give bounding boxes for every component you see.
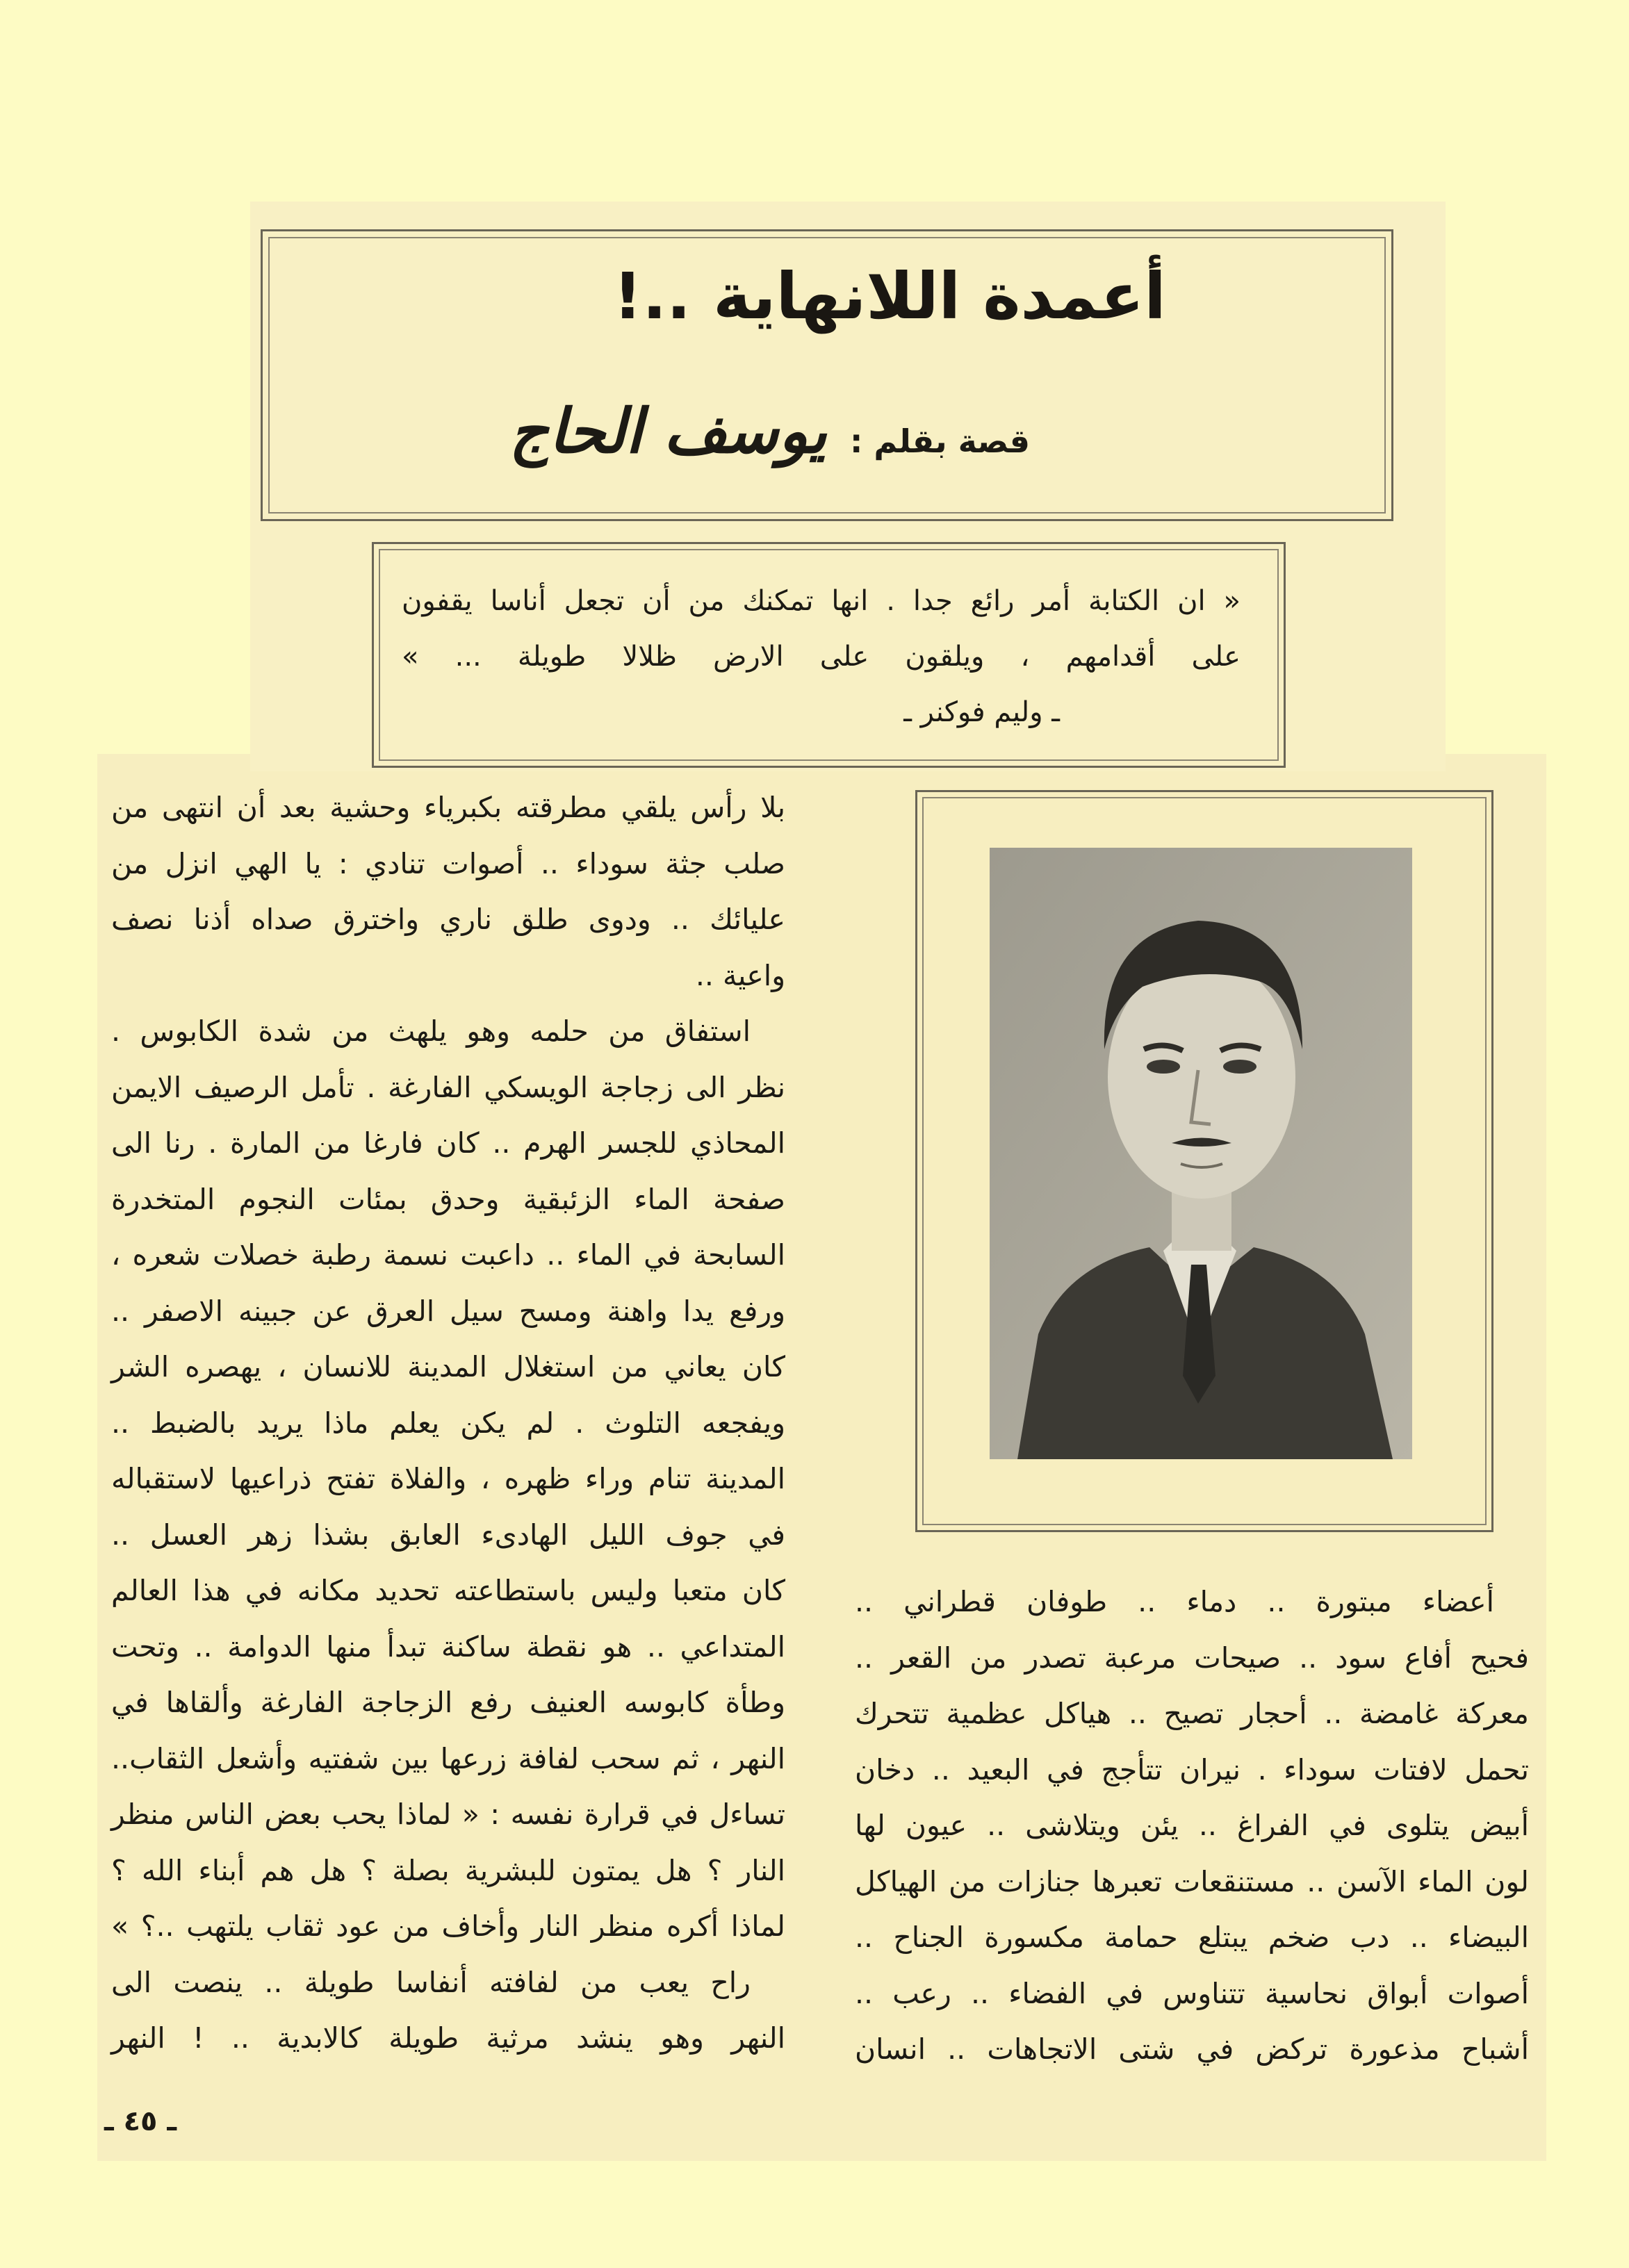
text-line: عليائك .. ودوى طلق ناري واخترق صداه أذنا نصف <box>111 903 785 936</box>
article-column-right <box>855 1574 1529 2078</box>
text-line: فحيح أفاع سود .. صيحات مرعبة تصدر من القعر .. <box>855 1641 1529 1675</box>
text-line: النهر وهو ينشد مرثية طويلة كالابدية .. ! النهر <box>111 2021 785 2055</box>
article-title: أعمدة اللانهاية ..! <box>613 259 1166 334</box>
epigraph-author: ـ وليم فوكنر ـ <box>903 696 1060 728</box>
text-line: نظر الى زجاجة الويسكي الفارغة . تأمل الرصيف الايمن <box>111 1070 785 1104</box>
author-name: يوسف الحاج <box>509 395 827 467</box>
epigraph-line: على أقدامهم ، ويلقون على الارض ظلالا طويلة ... » <box>402 641 1241 673</box>
author-photo-frame <box>915 790 1493 1532</box>
text-line: أعضاء مبتورة .. دماء .. طوفان قطراني .. <box>855 1585 1494 1618</box>
text-line: استفاق من حلمه وهو يلهث من شدة الكابوس . <box>111 1014 751 1048</box>
text-line: البيضاء .. دب ضخم يبتلع حمامة مكسورة الجناح .. <box>855 1921 1529 1954</box>
text-line: السابحة في الماء .. داعبت نسمة رطبة خصلات شعره ، <box>111 1238 785 1272</box>
text-line: لماذا أكره منظر النار وأخاف من عود ثقاب يلتهب ..؟ » <box>111 1909 785 1943</box>
epigraph-line: « ان الكتابة أمر رائع جدا . انها تمكنك من أن تجعل أناسا يقفون <box>402 585 1241 617</box>
text-line: ويفجعه التلوث . لم يكن يعلم ماذا يريد بالضبط .. <box>111 1406 785 1440</box>
byline <box>509 395 1030 467</box>
text-line: معركة غامضة .. أحجار تصيح .. هياكل عظمية تتحرك <box>855 1697 1529 1730</box>
text-line: النهر ، ثم سحب لفافة زرعها بين شفتيه وأشعل الثقاب.. <box>111 1741 785 1775</box>
text-line: المتداعي .. هو نقطة ساكنة تبدأ منها الدوامة .. وتحت <box>111 1629 785 1663</box>
author-portrait <box>990 848 1412 1459</box>
text-line: النار ؟ هل يمتون للبشرية بصلة ؟ هل هم أبناء الله ؟ <box>111 1853 785 1887</box>
article-column-left <box>111 780 785 2066</box>
byline-prefix: قصة بقلم : <box>850 422 1030 460</box>
text-line: واعية .. <box>695 958 785 992</box>
text-line: صلب جثة سوداء .. أصوات تنادي : يا الهي انزل من <box>111 846 785 880</box>
text-line: كان متعبا وليس باستطاعته تحديد مكانه في هذا العالم <box>111 1574 785 1607</box>
text-line: كان يعاني من استغلال المدينة للانسان ، يهصره الشر <box>111 1350 785 1383</box>
epigraph-box <box>372 542 1286 768</box>
text-line: المدينة تنام وراء ظهره ، والفلاة تفتح ذراعيها لاستقباله <box>111 1462 785 1495</box>
text-line: أصوات أبواق نحاسية تتناوس في الفضاء .. رعب .. <box>855 1976 1529 2010</box>
text-line: لون الماء الآسن .. مستنقعات تعبرها جنازات من الهياكل <box>855 1864 1529 1898</box>
text-line: راح يعب من لفافته أنفاسا طويلة .. ينصت الى <box>111 1965 751 1999</box>
text-line: ورفع يدا واهنة ومسح سيل العرق عن جبينه الاصفر .. <box>111 1294 785 1328</box>
text-line: صفحة الماء الزئبقية وحدق بمئات النجوم المتخدرة <box>111 1182 785 1216</box>
text-line: أبيض يتلوى في الفراغ .. يئن ويتلاشى .. عيون لها <box>855 1809 1529 1842</box>
text-line: تحمل لافتات سوداء . نيران تتأجج في البعيد .. دخان <box>855 1752 1529 1786</box>
text-line: تساءل في قرارة نفسه : « لماذا يحب بعض الناس منظر <box>111 1798 785 1831</box>
text-line: في جوف الليل الهادىء العابق بشذا زهر العسل .. <box>111 1518 785 1552</box>
title-frame <box>261 229 1393 521</box>
text-line: وطأة كابوسه العنيف رفع الزجاجة الفارغة وألقاها في <box>111 1686 785 1719</box>
page-number: ـ ٤٥ ـ <box>104 2105 177 2137</box>
text-line: أشباح مذعورة تركض في شتى الاتجاهات .. انسان <box>855 2032 1529 2066</box>
text-line: المحاذي للجسر الهرم .. كان فارغا من المارة . رنا الى <box>111 1126 785 1160</box>
text-line: بلا رأس يلقي مطرقته بكبرياء وحشية بعد أن انتهى من <box>111 791 785 824</box>
